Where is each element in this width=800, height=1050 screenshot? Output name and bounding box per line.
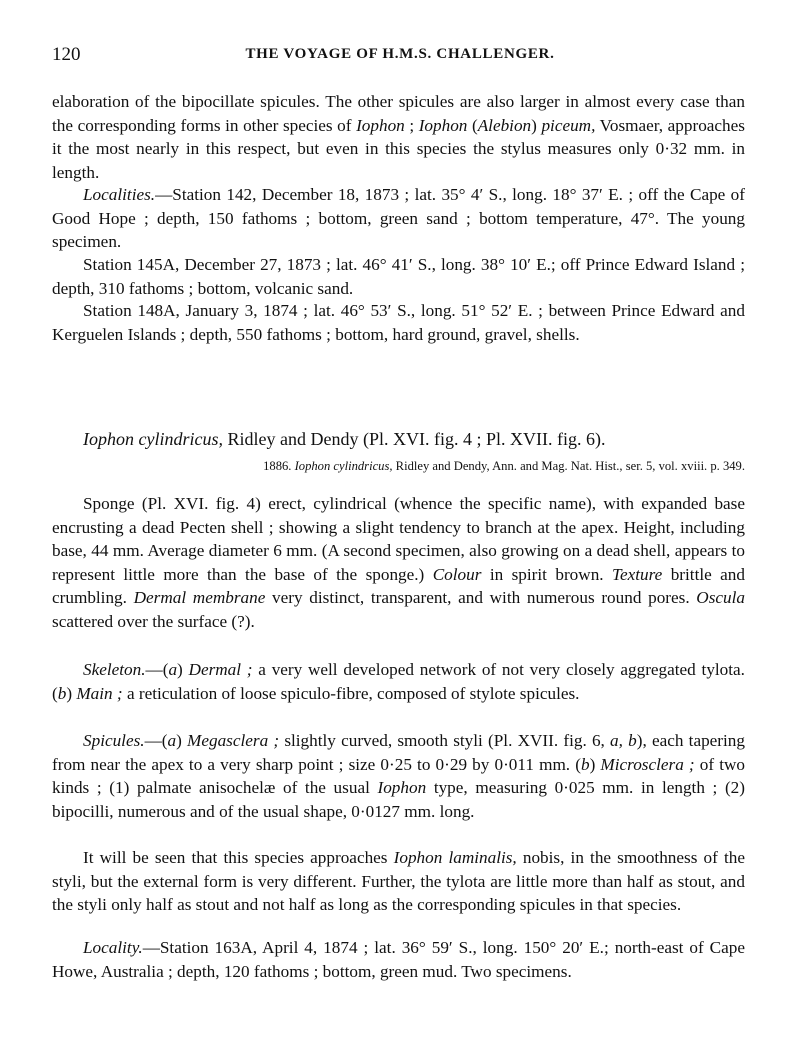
page-number: 120 <box>52 44 81 65</box>
running-title: THE VOYAGE OF H.M.S. CHALLENGER. <box>245 46 555 62</box>
station-148a-paragraph: Station 148A, January 3, 1874 ; lat. 46° 53′ S., long. 51° 52′ E. ; between Prince Edward and Kerguelen Islands ; depth, 550 fathoms ; bottom, hard ground, gravel, shells. <box>52 301 745 344</box>
page-header <box>52 44 748 68</box>
spicules-paragraph: Spicules.—(a) Megasclera ; slightly curved, smooth styli (Pl. XVII. fig. 6, a, b), each tapering from near the apex to a very sharp point ; size 0·25 to 0·29 by 0·011 mm. (b) Microsclera ; of two kinds ; (1) palmate anisochelæ of the usual Iophon type, measuring 0·025 mm. in length ; (2) bipocilli, numerous and of the usual shape, 0·0127 mm. long. <box>52 731 746 821</box>
species-title: Iophon cylindricus, Ridley and Dendy (Pl. XVI. fig. 4 ; Pl. XVII. fig. 6). <box>83 429 606 449</box>
locality-label: Locality. <box>83 938 143 957</box>
localities-label: Localities. <box>83 185 156 204</box>
localities-paragraph: Localities.—Station 142, December 18, 1873 ; lat. 35° 4′ S., long. 18° 37′ E. ; off the Cape of Good Hope ; depth, 150 fathoms ; bottom, green sand ; bottom temperature, 47°. The young specimen. <box>52 185 745 252</box>
skeleton-paragraph: Skeleton.—(a) Dermal ; a very well developed network of not very closely aggregated tylota. (b) Main ; a reticulation of loose spiculo-fibre, composed of stylote spicules. <box>52 660 745 703</box>
species-heading <box>52 427 745 475</box>
locality-paragraph: Locality.—Station 163A, April 4, 1874 ; lat. 36° 59′ S., long. 150° 20′ E.; north-east of Cape Howe, Australia ; depth, 120 fathoms ; bottom, green mud. Two specimens. <box>52 938 745 981</box>
station-145a-paragraph: Station 145A, December 27, 1873 ; lat. 46° 41′ S., long. 38° 10′ E.; off Prince Edward Island ; depth, 310 fathoms ; bottom, volcanic sand. <box>52 255 745 298</box>
paragraph-continuation: elaboration of the bipocillate spicules. The other spicules are also larger in almost every case than the corresponding forms in other species of Iophon ; Iophon (Alebion) piceum, Vosmaer, approaches it the most nearly in this respect, but even in this species the stylus measures only 0·32 mm. in length. <box>52 92 745 182</box>
comparison-paragraph: It will be seen that this species approaches Iophon laminalis, nobis, in the smoothness of the styli, but the external form is very different. Further, the tylota are little more than half as stout, and the styli only half as stout and not half as long as the corresponding spicules in that species. <box>52 848 745 915</box>
synonymy-citation: 1886. Iophon cylindricus, Ridley and Dendy, Ann. and Mag. Nat. Hist., ser. 5, vol. xviii. p. 349. <box>263 459 745 473</box>
description-paragraph: Sponge (Pl. XVI. fig. 4) erect, cylindrical (whence the specific name), with expanded base encrusting a dead Pecten shell ; showing a slight tendency to branch at the apex. Height, including base, 44 mm. Average diameter 6 mm. (A second specimen, also growing on a dead shell, appears to represent little more than the base of the sponge.) Colour in spirit brown. Texture brittle and crumbling. Dermal membrane very distinct, transparent, and with numerous round pores. Oscula scattered over the surface (?). <box>52 494 745 631</box>
